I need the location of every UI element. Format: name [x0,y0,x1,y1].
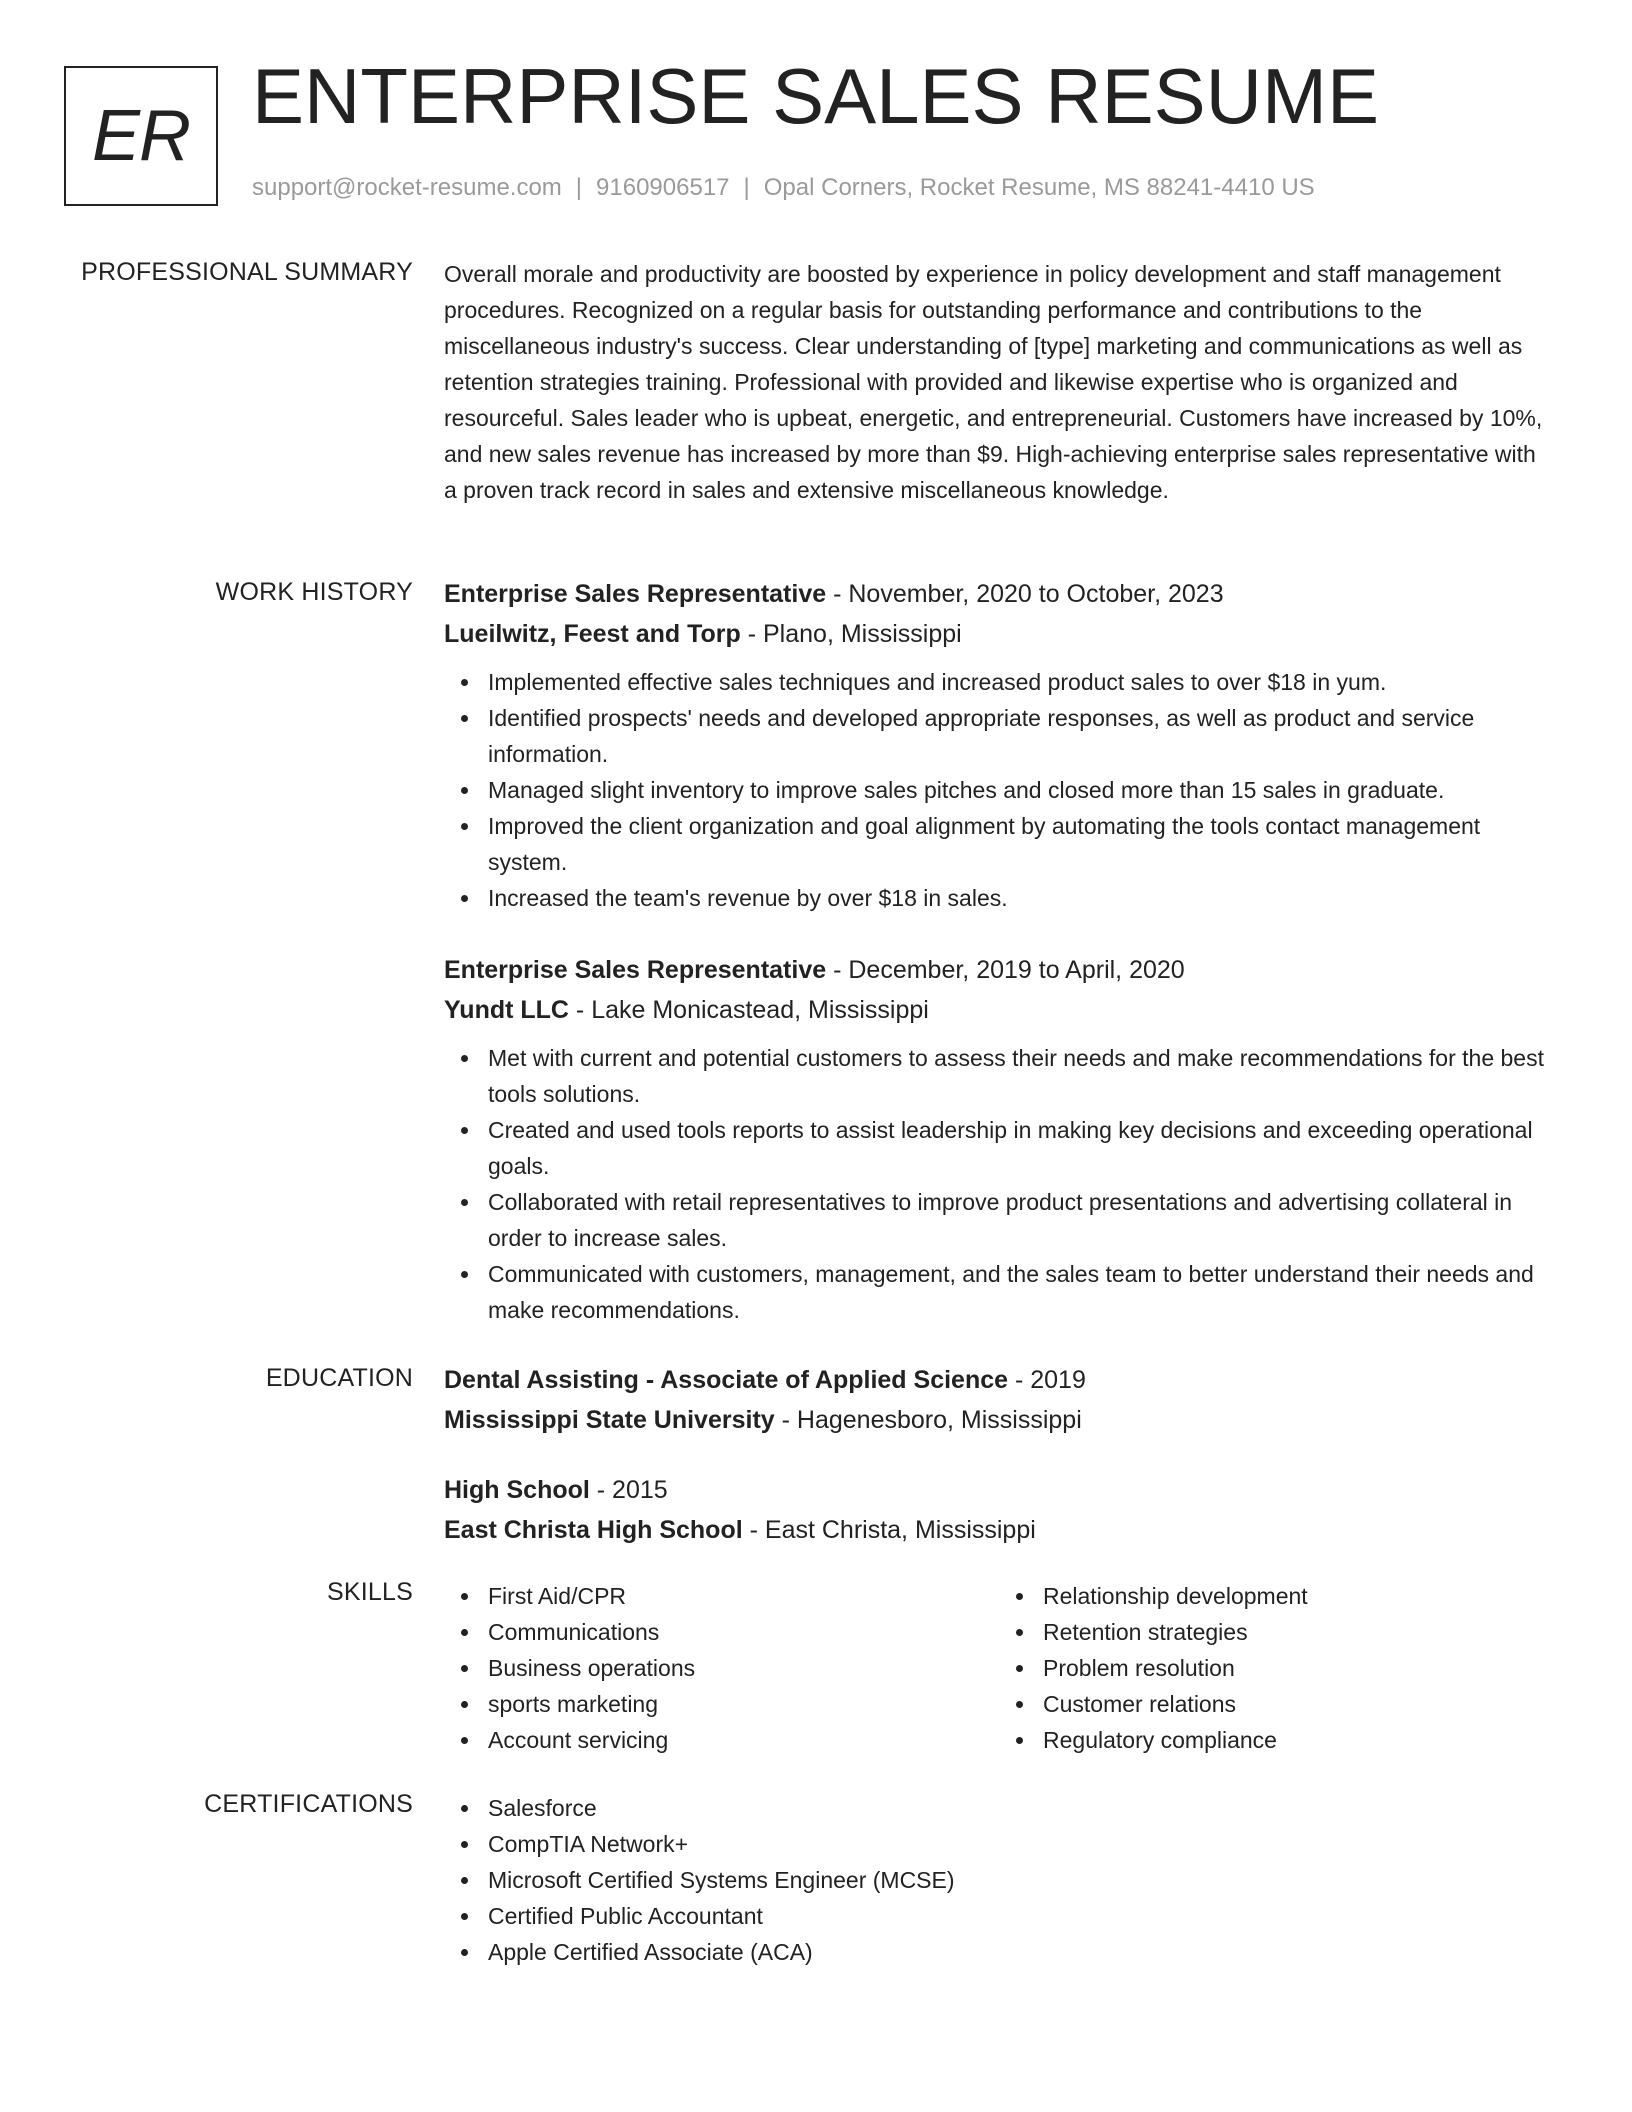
job-title: Enterprise Sales Representative [444,956,827,984]
education-school: East Christa High School [444,1516,743,1544]
education-degree-line [444,1360,1554,1400]
job-bullet: Identified prospects' needs and developed appropriate responses, as well as product and service information. [488,700,1554,772]
job-bullet: Created and used tools reports to assist leadership in making key decisions and exceeding operational goals. [488,1112,1554,1184]
job-bullets [444,664,1554,916]
skill-item: Communications [488,1614,999,1650]
certification-item: Certified Public Accountant [488,1898,1554,1934]
skill-item: Relationship development [1043,1578,1554,1614]
education-degree: High School [444,1476,590,1504]
contact-phone[interactable]: 9160906517 [596,174,730,201]
education-body [444,1360,1554,1550]
certifications-body [444,1790,1554,1970]
section-label-certifications: CERTIFICATIONS [204,1790,413,1818]
education-school: Mississippi State University [444,1406,775,1434]
monogram-box [64,66,218,206]
education-location: - Hagenesboro, Mississippi [774,1406,1082,1434]
certification-item: CompTIA Network+ [488,1826,1554,1862]
job-title-line [444,574,1554,614]
education-degree: Dental Assisting - Associate of Applied Science [444,1366,1009,1394]
education-location: - East Christa, Mississippi [742,1516,1036,1544]
monogram-initials: ER [91,96,191,176]
section-label-work-history: WORK HISTORY [215,578,413,606]
job-bullet: Improved the client organization and goal alignment by automating the tools contact management system. [488,808,1554,880]
job-bullet: Increased the team's revenue by over $18 in sales. [488,880,1554,916]
section-label-skills: SKILLS [327,1578,413,1606]
summary-text: Overall morale and productivity are boosted by experience in policy development and staff management procedures. Recognized on a regular basis for outstanding performance and contributions to the miscellaneous industry's success. Clear understanding of [type] marketing and communications as well as retention strategies training. Professional with provided and likewise expertise who is organized and resourceful. Sales leader who is upbeat, energetic, and entrepreneurial. Customers have increased by 10%, and new sales revenue has increased by more than $9. High-achieving enterprise sales representative with a proven track record in sales and extensive miscellaneous knowledge. [444,261,1543,503]
job-title: Enterprise Sales Representative [444,580,827,608]
job-bullet: Implemented effective sales techniques and increased product sales to over $18 in yum. [488,664,1554,700]
certification-item: Microsoft Certified Systems Engineer (MCSE) [488,1862,1554,1898]
job-location: - Plano, Mississippi [740,620,962,648]
education-degree-line [444,1470,1554,1510]
job-entry [444,574,1554,916]
job-bullet: Collaborated with retail representatives to improve product presentations and advertising collateral in order to increase sales. [488,1184,1554,1256]
certifications-list [444,1790,1554,1970]
skill-item: Business operations [488,1650,999,1686]
section-label-education: EDUCATION [265,1364,413,1392]
job-bullet: Met with current and potential customers to assess their needs and make recommendations for the best tools solutions. [488,1040,1554,1112]
skill-item: First Aid/CPR [488,1578,999,1614]
contact-separator: | [575,174,583,201]
job-bullets [444,1040,1554,1328]
job-bullet: Communicated with customers, management, and the sales team to better understand their needs and make recommendations. [488,1256,1554,1328]
education-year: - 2019 [1008,1366,1086,1394]
skill-item: sports marketing [488,1686,999,1722]
education-entry [444,1470,1554,1550]
skills-column-right [999,1578,1554,1758]
skill-item: Regulatory compliance [1043,1722,1554,1758]
job-dates: - November, 2020 to October, 2023 [826,580,1224,608]
job-bullet: Managed slight inventory to improve sales pitches and closed more than 15 sales in graduate. [488,772,1554,808]
contact-line [252,174,1315,202]
job-dates: - December, 2019 to April, 2020 [826,956,1185,984]
education-school-line [444,1400,1554,1440]
contact-email[interactable]: support@rocket-resume.com [252,174,562,201]
job-title-line [444,950,1554,990]
skill-item: Retention strategies [1043,1614,1554,1650]
job-entry [444,950,1554,1328]
job-location: - Lake Monicastead, Mississippi [568,996,929,1024]
skills-body [444,1578,1554,1758]
skills-grid [444,1578,1554,1758]
work-history-body [444,574,1554,1362]
section-label-summary: PROFESSIONAL SUMMARY [81,258,413,286]
skills-column-left [444,1578,999,1758]
job-company: Yundt LLC [444,996,569,1024]
contact-separator: | [743,174,750,201]
resume-title: ENTERPRISE SALES RESUME [252,52,1379,140]
contact-address: Opal Corners, Rocket Resume, MS 88241-4410 US [763,174,1315,201]
summary-body [444,256,1554,508]
certification-item: Salesforce [488,1790,1554,1826]
job-company-line [444,990,1554,1030]
skill-item: Problem resolution [1043,1650,1554,1686]
education-school-line [444,1510,1554,1550]
education-year: - 2015 [589,1476,668,1504]
certification-item: Apple Certified Associate (ACA) [488,1934,1554,1970]
education-entry [444,1360,1554,1440]
skill-item: Customer relations [1043,1686,1554,1722]
skill-item: Account servicing [488,1722,999,1758]
job-company-line [444,614,1554,654]
job-company: Lueilwitz, Feest and Torp [444,620,741,648]
